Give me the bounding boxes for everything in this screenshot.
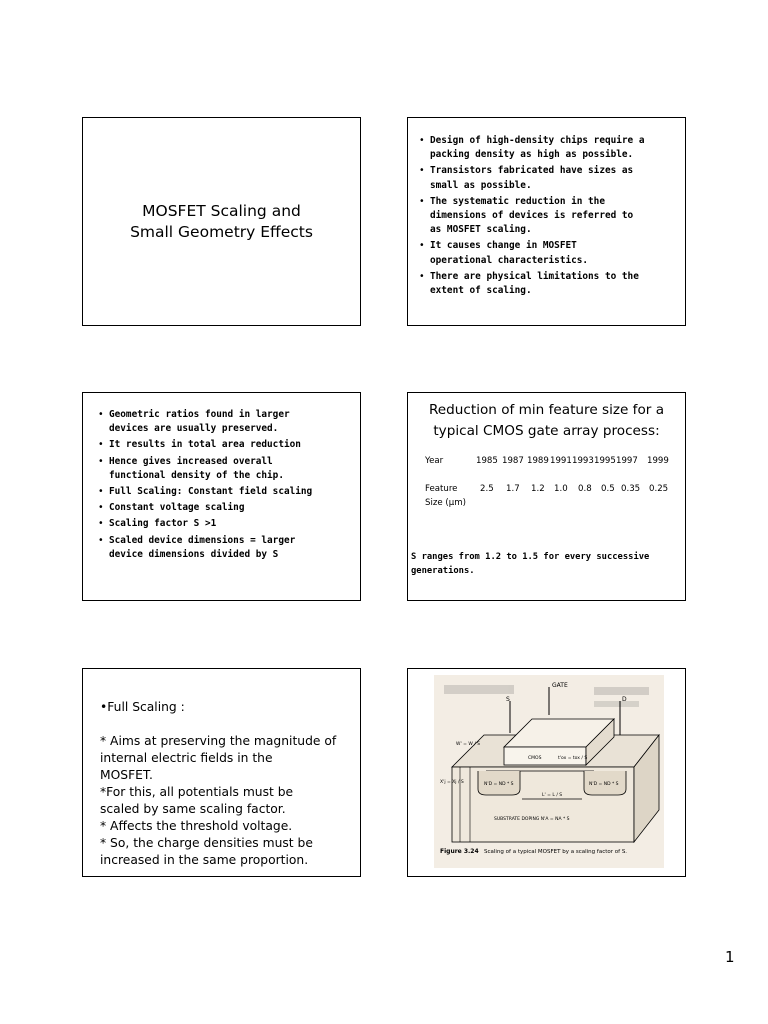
year-cell: 1995 xyxy=(594,456,616,466)
junction-label: X'j = Xj / S xyxy=(440,780,464,785)
feature-cell: 0.35 xyxy=(621,484,641,494)
slide-5-body xyxy=(100,699,354,869)
gate-label: GATE xyxy=(552,682,568,689)
mosfet-diagram xyxy=(434,675,664,868)
body-line: * Aims at preserving the magnitude of xyxy=(100,734,337,748)
year-cell: 1991 xyxy=(550,456,572,466)
caption-bold: Figure 3.24 xyxy=(440,848,479,855)
substrate-label: SUBSTRATE DOPING N'A = NA * S xyxy=(494,817,570,822)
slide-1-title xyxy=(82,117,361,326)
feature-cell: 0.8 xyxy=(578,484,592,494)
year-cell: 1985 xyxy=(476,456,498,466)
background-text-smudge xyxy=(444,685,649,707)
slide-5-full-scaling xyxy=(82,668,361,877)
body-line: * So, the charge densities must be xyxy=(100,836,313,850)
mosfet-scaling-figure xyxy=(434,675,664,868)
slide-1-title-text xyxy=(130,201,313,243)
scaling-note xyxy=(411,550,683,578)
length-label: L' = L / S xyxy=(542,793,563,798)
year-cell: 1997 xyxy=(616,456,638,466)
bullet-item: • Scaling factor S >1 xyxy=(97,517,354,531)
tox-label: t'ox = tox / S xyxy=(558,756,588,761)
body-line: scaled by same scaling factor. xyxy=(100,802,286,816)
feature-cell: 0.5 xyxy=(601,484,615,494)
bullet-item: • The systematic reduction in the dimensions of devices is referred to as MOSFET scaling. xyxy=(418,195,677,238)
feature-cell: 1.2 xyxy=(531,484,545,494)
nd-right-label: N'D = ND * S xyxy=(589,782,619,787)
slide-2-bullets xyxy=(407,117,686,326)
caption-text: Scaling of a typical MOSFET by a scaling factor of S. xyxy=(484,849,628,855)
page-number: 1 xyxy=(725,948,735,966)
bullet-item: • There are physical limitations to the extent of scaling. xyxy=(418,270,677,298)
title-line-2: typical CMOS gate array process: xyxy=(433,423,660,439)
year-cell: 1989 xyxy=(527,456,549,466)
slide-4-feature-size xyxy=(407,392,686,601)
slide-6-figure xyxy=(407,668,686,877)
bullet-item: • Constant voltage scaling xyxy=(97,501,354,515)
year-cell: 1999 xyxy=(647,456,669,466)
year-cell: 1993 xyxy=(572,456,594,466)
slide-5-heading: •Full Scaling : xyxy=(100,700,185,714)
slide-4-title xyxy=(408,400,685,442)
feature-cell: 1.0 xyxy=(554,484,568,494)
year-cell: 1987 xyxy=(502,456,524,466)
bullet-list xyxy=(418,134,677,300)
bullet-list xyxy=(97,408,354,564)
bullet-item: • Design of high-density chips require a packing density as high as possible. xyxy=(418,134,677,162)
body-line: internal electric fields in the xyxy=(100,751,273,765)
bullet-item: • It results in total area reduction xyxy=(97,438,354,452)
body-line: * Affects the threshold voltage. xyxy=(100,819,293,833)
title-line-1: Reduction of min feature size for a xyxy=(428,402,665,418)
bullet-item: • Scaled device dimensions = larger device dimensions divided by S xyxy=(97,534,354,562)
note-line-1: S ranges from 1.2 to 1.5 for every successive xyxy=(411,552,650,562)
nd-left-label: N'D = ND * S xyxy=(484,782,514,787)
bullet-item: • It causes change in MOSFET operational characteristics. xyxy=(418,239,677,267)
title-line-1: MOSFET Scaling and xyxy=(142,201,301,220)
feature-unit-label: Size (µm) xyxy=(425,498,466,508)
year-label: Year xyxy=(425,456,444,466)
bullet-item: • Transistors fabricated have sizes as small as possible. xyxy=(418,164,677,192)
feature-cell: 2.5 xyxy=(480,484,494,494)
body-line: MOSFET. xyxy=(100,768,153,782)
note-line-2: generations. xyxy=(411,566,475,576)
cmos-label: CMOS xyxy=(528,756,542,761)
body-line: increased in the same proportion. xyxy=(100,853,309,867)
feature-label: Feature xyxy=(425,484,458,494)
slide-3-bullets xyxy=(82,392,361,601)
body-line: *For this, all potentials must be xyxy=(100,785,294,799)
title-line-2: Small Geometry Effects xyxy=(130,222,313,241)
width-label: W' = W / S xyxy=(456,742,481,747)
bullet-item: • Hence gives increased overall functional density of the chip. xyxy=(97,455,354,483)
bullet-item: • Geometric ratios found in larger devices are usually preserved. xyxy=(97,408,354,436)
feature-cell: 0.25 xyxy=(649,484,669,494)
source-label: S xyxy=(506,696,510,703)
bullet-item: • Full Scaling: Constant field scaling xyxy=(97,485,354,499)
feature-cell: 1.7 xyxy=(506,484,520,494)
drain-label: D xyxy=(622,696,627,703)
